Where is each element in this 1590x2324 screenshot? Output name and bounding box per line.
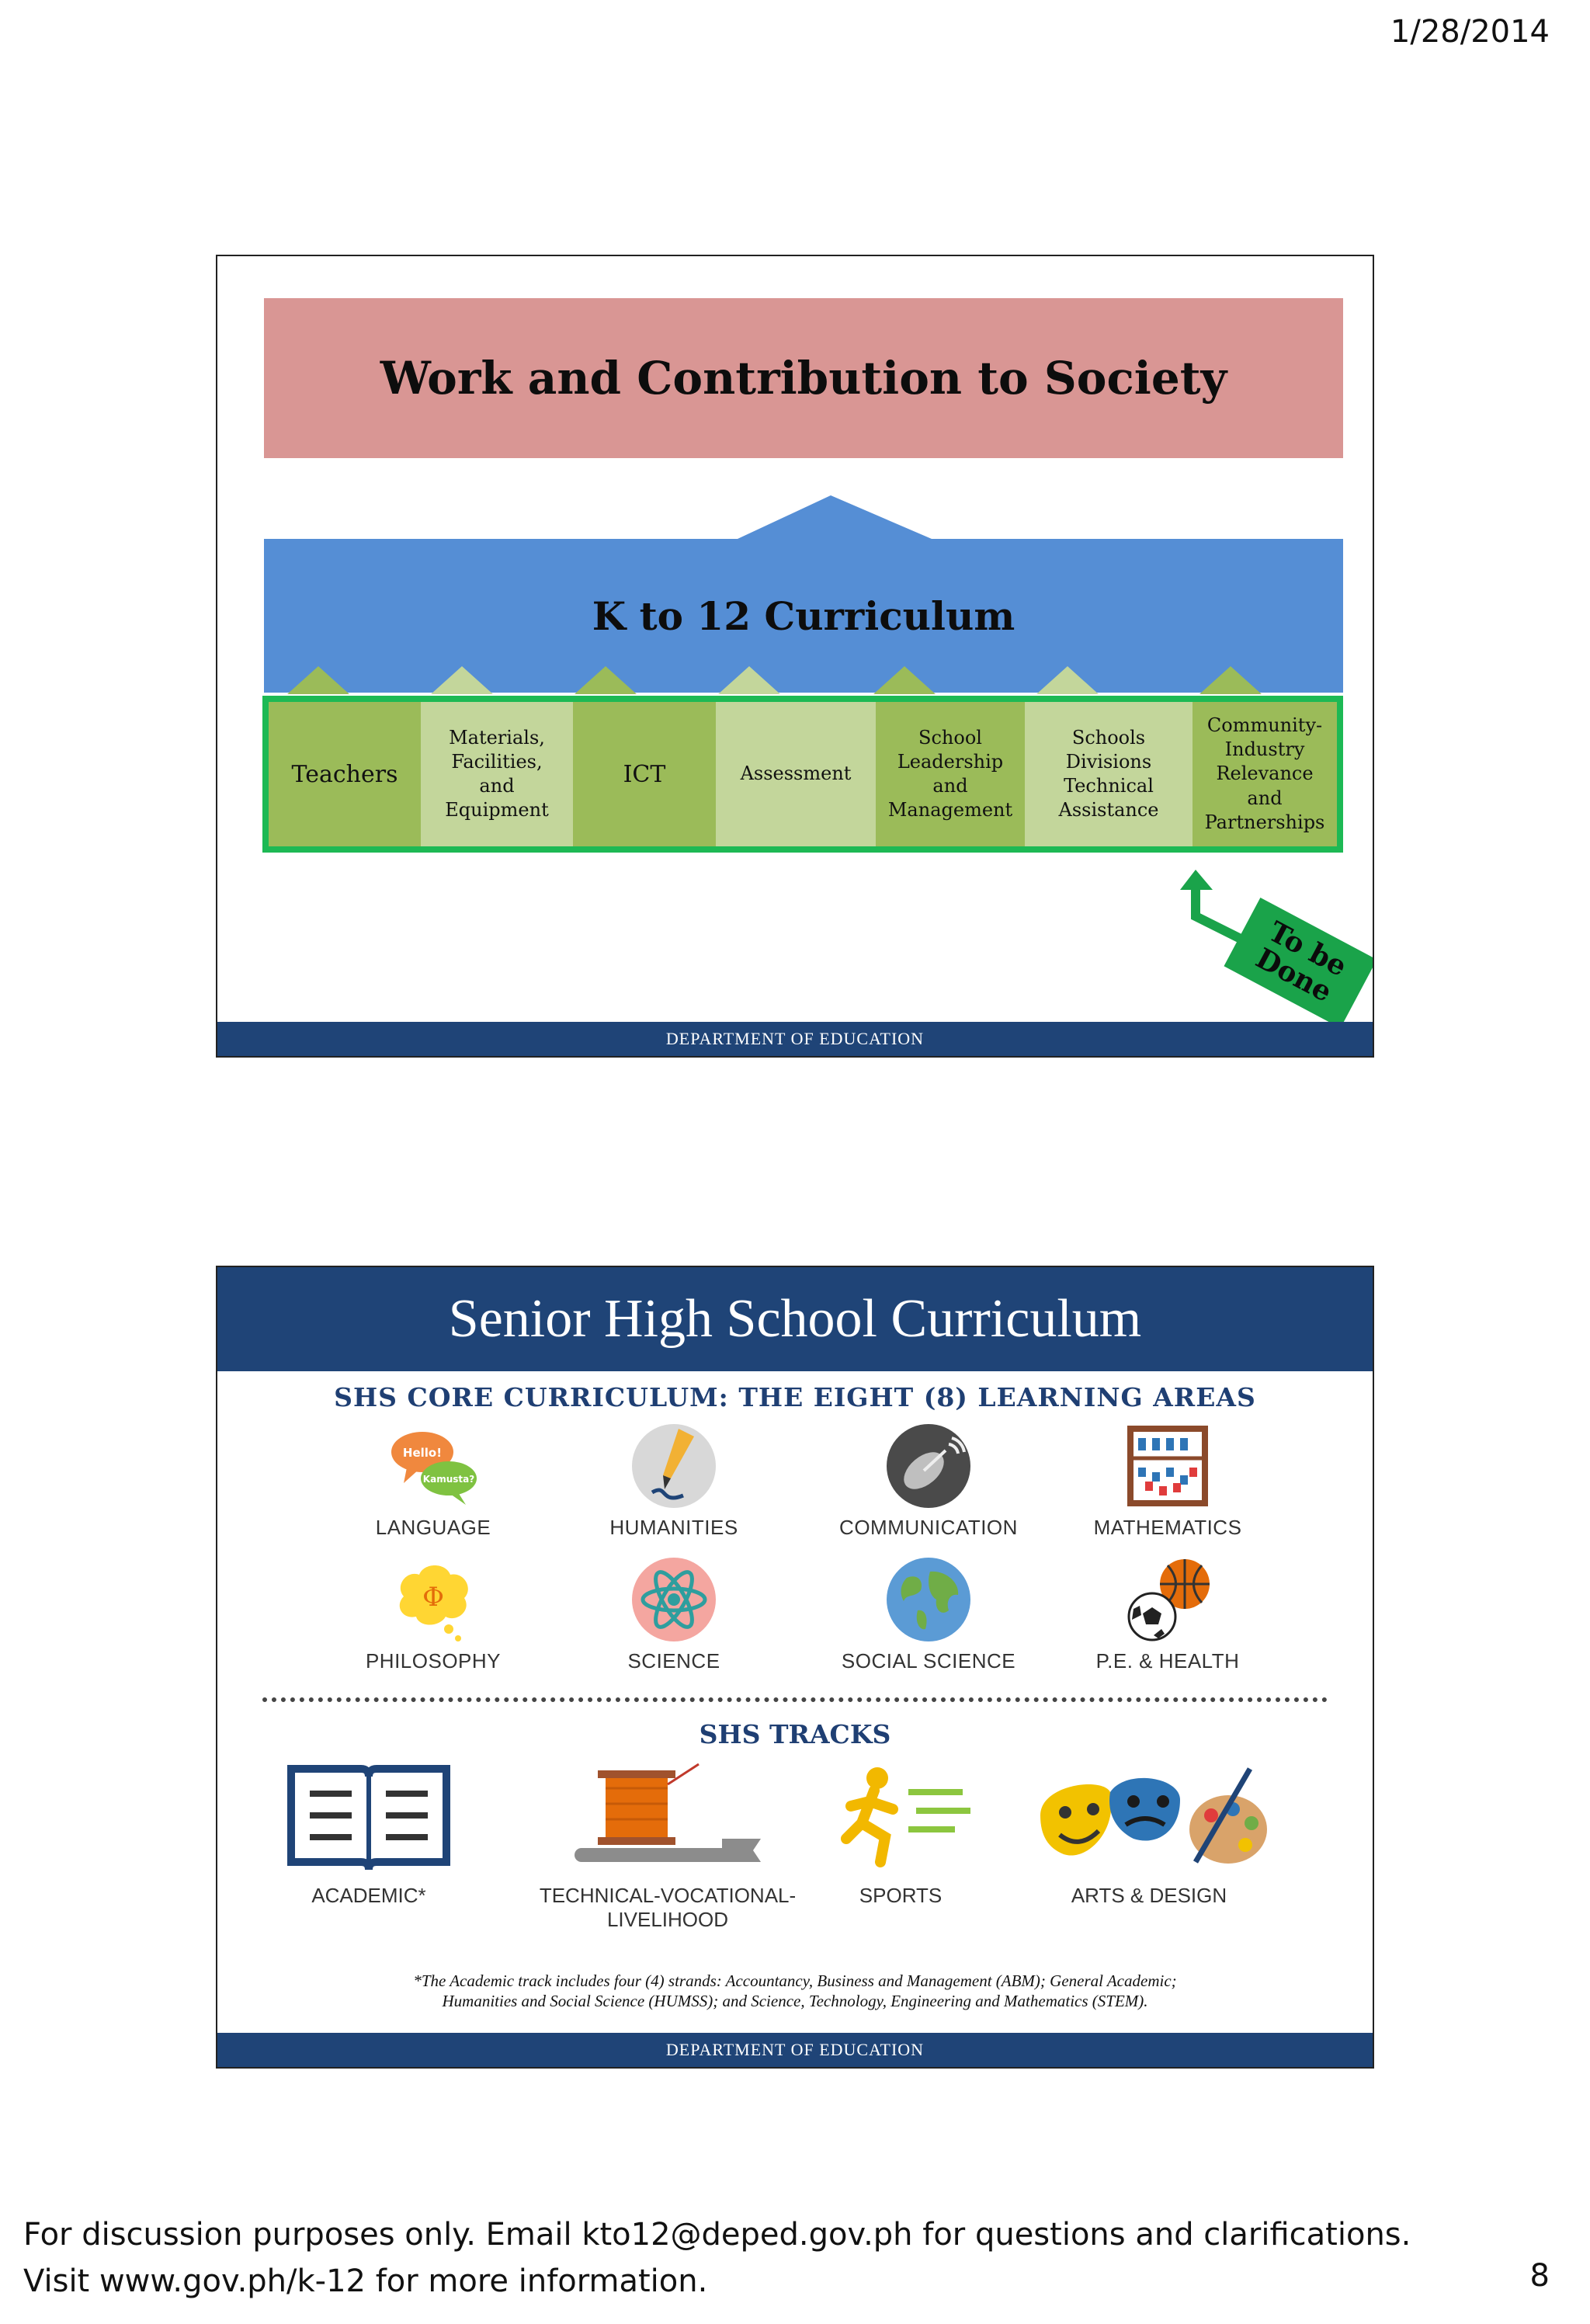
track-tech-voc [528, 1761, 807, 1932]
atom-icon [629, 1555, 719, 1645]
area-mathematics [1051, 1421, 1284, 1540]
track-label: TECHNICAL-VOCATIONAL- LIVELIHOOD [539, 1884, 797, 1932]
running-figure-icon [823, 1761, 978, 1878]
track-arts-design [1009, 1761, 1289, 1908]
section-divider [262, 1697, 1328, 1702]
curriculum-title: K to 12 Curriculum [592, 593, 1015, 639]
globe-icon [884, 1555, 974, 1645]
abacus-icon [1123, 1421, 1213, 1511]
area-label: SOCIAL SCIENCE [841, 1649, 1016, 1673]
pillar-peaks [264, 660, 1343, 694]
area-label: LANGUAGE [375, 1516, 491, 1539]
support-pillars [262, 696, 1343, 853]
thought-cloud-icon [388, 1555, 478, 1645]
area-communication [812, 1421, 1045, 1540]
area-humanities [557, 1421, 790, 1540]
note-line-1: *The Academic track includes four (4) strands: Accountancy, Business and Management (ABM); General Academic; [413, 1971, 1177, 1990]
area-label: COMMUNICATION [839, 1516, 1018, 1539]
note-line-2: Humanities and Social Science (HUMSS); and Science, Technology, Engineering and Mathematics (STEM). [442, 1992, 1148, 2011]
page-number: 8 [1529, 2258, 1550, 2294]
area-social-science [812, 1555, 1045, 1673]
track-label: SPORTS [859, 1884, 943, 1907]
area-pe-health [1051, 1555, 1284, 1673]
area-label: P.E. & HEALTH [1095, 1649, 1240, 1673]
to-be-done-callout: To be Done [1224, 898, 1374, 1028]
page-footer [23, 2211, 1411, 2305]
society-banner: Work and Contribution to Society [264, 298, 1343, 458]
speech-bubbles-icon [388, 1421, 478, 1511]
bubble-hello: Hello! [402, 1446, 443, 1460]
phi-symbol: Φ [422, 1582, 444, 1613]
theater-masks-palette-icon [1025, 1761, 1273, 1878]
track-academic [248, 1761, 489, 1908]
pillar-assessment: Assessment [716, 702, 876, 846]
pillar-division-assistance: Schools Divisions Technical Assistance [1025, 702, 1192, 846]
slide-k12-framework [216, 255, 1374, 1058]
thread-wrench-icon [567, 1761, 769, 1878]
area-label: SCIENCE [627, 1649, 720, 1673]
balls-icon [1123, 1555, 1213, 1645]
tracks-heading: SHS TRACKS [699, 1719, 891, 1749]
slide-shs-curriculum [216, 1266, 1374, 2069]
print-date: 1/28/2014 [1390, 14, 1550, 50]
satellite-dish-icon [884, 1421, 974, 1511]
pillar-materials: Materials, Facilities, and Equipment [421, 702, 573, 846]
pillar-ict: ICT [573, 702, 716, 846]
area-label: PHILOSOPHY [365, 1649, 502, 1673]
slide-title: Senior High School Curriculum [217, 1267, 1373, 1371]
quill-pen-icon [629, 1421, 719, 1511]
footer-discussion-line: For discussion purposes only. Email kto12@deped.gov.ph for questions and clarifications. [23, 2217, 1411, 2253]
area-language [317, 1421, 550, 1540]
area-science [557, 1555, 790, 1673]
track-sports [823, 1761, 978, 1908]
bubble-kamusta: Kamusta? [422, 1474, 475, 1485]
open-book-icon [283, 1761, 454, 1878]
footer-visit-line: Visit www.gov.ph/k-12 for more information. [23, 2263, 708, 2299]
academic-track-note [303, 1971, 1287, 2012]
pillar-teachers: Teachers [269, 702, 421, 846]
area-label: MATHEMATICS [1093, 1516, 1242, 1539]
core-curriculum-heading: SHS CORE CURRICULUM: THE EIGHT (8) LEARNING AREAS [334, 1382, 1256, 1412]
pillar-school-leadership: School Leadership and Management [876, 702, 1025, 846]
area-label: HUMANITIES [609, 1516, 738, 1539]
track-label: ARTS & DESIGN [1071, 1884, 1227, 1907]
pillar-community-partnerships: Community- Industry Relevance and Partnerships [1192, 702, 1337, 846]
area-philosophy [317, 1555, 550, 1673]
slide2-footer: DEPARTMENT OF EDUCATION [217, 2033, 1373, 2067]
slide1-footer: DEPARTMENT OF EDUCATION [217, 1022, 1373, 1056]
track-label: ACADEMIC* [311, 1884, 426, 1907]
